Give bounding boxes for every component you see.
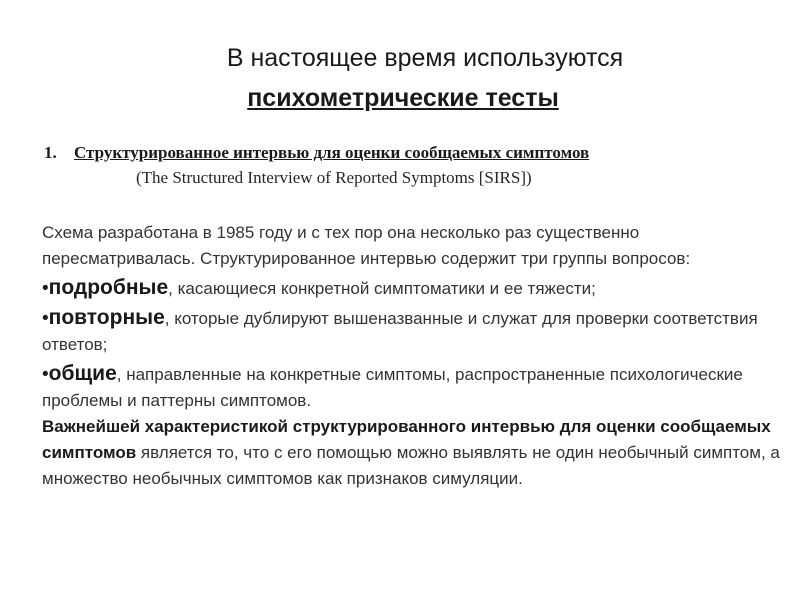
slide-body [42,220,782,492]
bullet-text: , направленные на конкретные симптомы, распространенные психологические проблемы и паттерны симптомов. [42,365,743,410]
conclusion-paragraph [42,414,782,492]
bullet-marker: • [42,308,49,329]
slide-title-line2: психометрические тесты [247,84,559,112]
bullet-item [42,275,782,302]
bullet-item [42,305,782,358]
bullet-text: , касающиеся конкретной симптоматики и ее тяжести; [168,279,596,298]
bullet-keyword: повторные [48,306,165,329]
conclusion-text: является то, что с его помощью можно выявлять не один необычный симптом, а множество необычных симптомов как признаков симуляции. [42,443,780,488]
item-heading: Структурированное интервью для оценки сообщаемых симптомов [74,143,590,162]
item-number: 1. [44,143,57,162]
slide-title-line1: В настоящее время используются [226,44,624,72]
intro-paragraph: Схема разработана в 1985 году и с тех пор она несколько раз существенно пересматривалась. Структурированное интервью содержит три группы вопросов: [42,223,691,268]
bullet-text: , которые дублируют вышеназванные и служат для проверки соответствия ответов; [42,309,758,354]
bullet-keyword: подробные [48,276,169,299]
bullet-item [42,361,782,414]
numbered-item-1 [44,143,589,163]
item-subtitle: (The Structured Interview of Reported Symptoms [SIRS]) [136,168,532,187]
bullet-marker: • [42,278,49,299]
bullet-marker: • [42,364,49,385]
bullet-keyword: общие [48,362,117,385]
conclusion-bold: Важнейшей характеристикой структурированного интервью для оценки сообщаемых симптомов [42,417,771,462]
